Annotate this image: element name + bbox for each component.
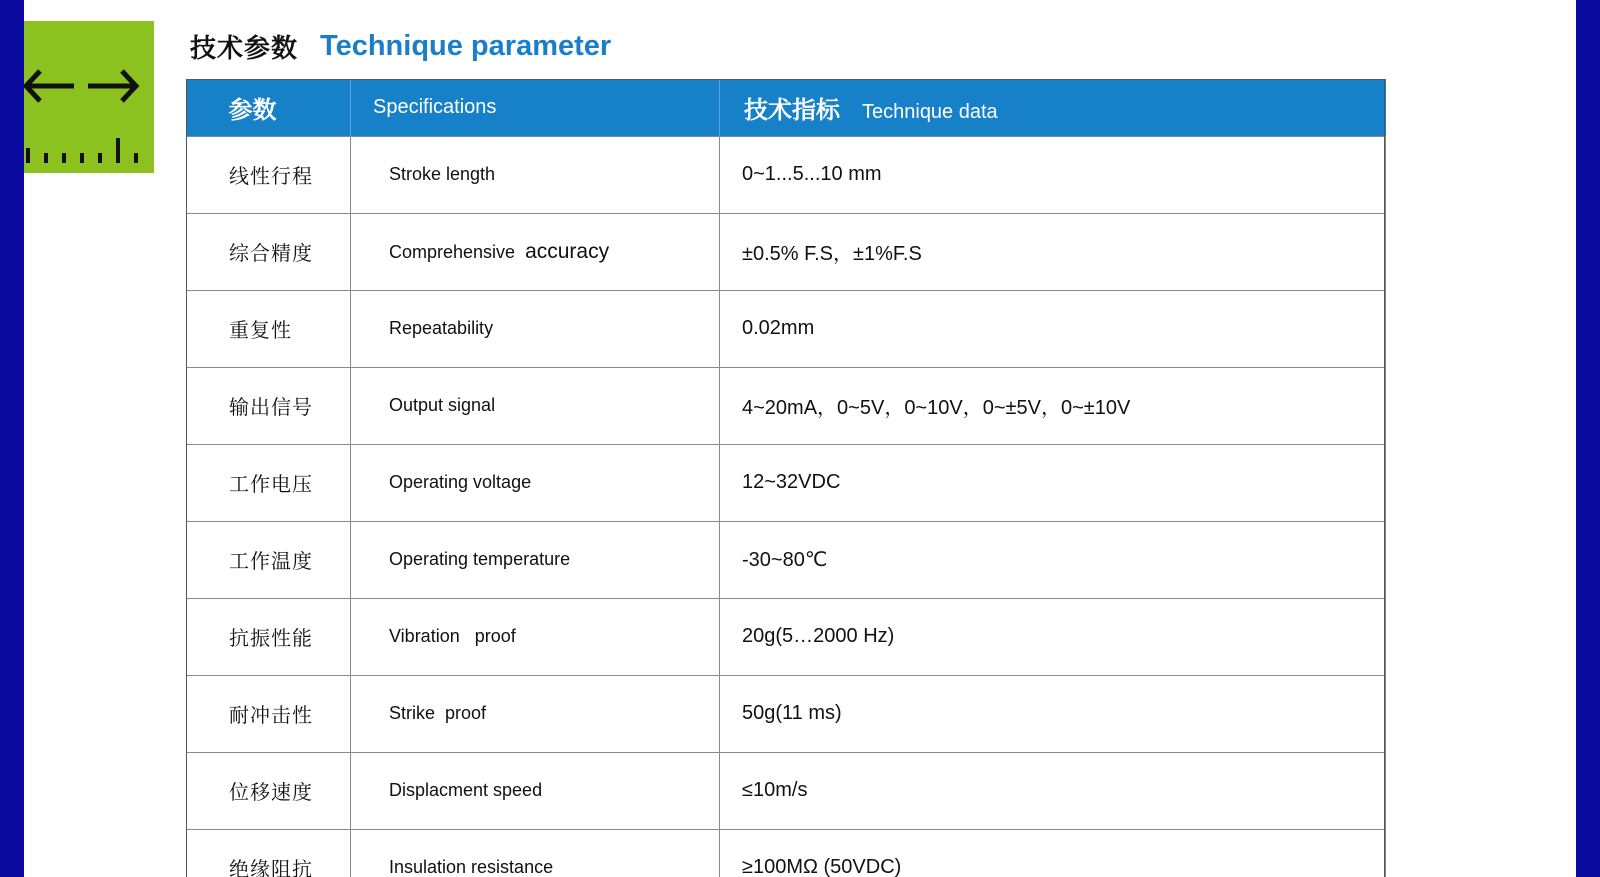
row-en-extra: accuracy — [525, 239, 610, 263]
row-value: ≥100MΩ (50VDC) — [720, 829, 1386, 877]
table-row — [187, 213, 1386, 290]
table-row — [187, 752, 1386, 829]
row-cn-label: 输出信号 — [187, 367, 351, 444]
row-cn-label: 抗振性能 — [187, 598, 351, 675]
row-en-label: Operating voltage — [351, 444, 720, 521]
row-cn-label: 工作温度 — [187, 521, 351, 598]
row-cn-label: 工作电压 — [187, 444, 351, 521]
row-value: ±0.5% F.S，±1%F.S — [720, 213, 1386, 290]
table-row — [187, 675, 1386, 752]
row-en-label: Vibration proof — [351, 598, 720, 675]
spec-table-container — [186, 79, 1385, 877]
page-title — [190, 26, 611, 66]
row-en-label: Repeatability — [351, 290, 720, 367]
row-en-label: Stroke length — [351, 136, 720, 213]
table-row — [187, 829, 1386, 877]
row-value: 12~32VDC — [720, 444, 1386, 521]
row-value: -30~80℃ — [720, 521, 1386, 598]
table-row — [187, 290, 1386, 367]
row-cn-label: 位移速度 — [187, 752, 351, 829]
row-value: 0.02mm — [720, 290, 1386, 367]
table-header-row — [187, 79, 1386, 136]
row-en-label: Displacment speed — [351, 752, 720, 829]
row-en-label: Insulation resistance — [351, 829, 720, 877]
row-en-label: Output signal — [351, 367, 720, 444]
row-cn-label: 绝缘阻抗 — [187, 829, 351, 877]
row-cn-label: 综合精度 — [187, 213, 351, 290]
title-en: Technique parameter — [320, 29, 612, 62]
row-en-label: Comprehensive accuracy — [351, 213, 720, 290]
header-specifications: Specifications — [351, 79, 720, 136]
row-value: 50g(11 ms) — [720, 675, 1386, 752]
row-en-label: Strike proof — [351, 675, 720, 752]
table-row — [187, 444, 1386, 521]
spec-table — [186, 79, 1386, 877]
header-technique-data: 技术指标 Technique data — [720, 79, 1386, 136]
ruler-arrows-icon — [24, 21, 154, 173]
row-value: ≤10m/s — [720, 752, 1386, 829]
table-row — [187, 367, 1386, 444]
row-value: 0~1...5...10 mm — [720, 136, 1386, 213]
row-value: 4~20mA，0~5V，0~10V，0~±5V，0~±10V — [720, 367, 1386, 444]
header-param: 参数 — [228, 96, 277, 124]
row-cn-label: 耐冲击性 — [187, 675, 351, 752]
row-value: 20g(5…2000 Hz) — [720, 598, 1386, 675]
row-en-label: Operating temperature — [351, 521, 720, 598]
spec-sheet-page — [24, 0, 1576, 877]
title-cn: 技术参数 — [190, 32, 299, 63]
table-row — [187, 521, 1386, 598]
table-row — [187, 598, 1386, 675]
table-row — [187, 136, 1386, 213]
row-cn-label: 重复性 — [187, 290, 351, 367]
row-cn-label: 线性行程 — [187, 136, 351, 213]
